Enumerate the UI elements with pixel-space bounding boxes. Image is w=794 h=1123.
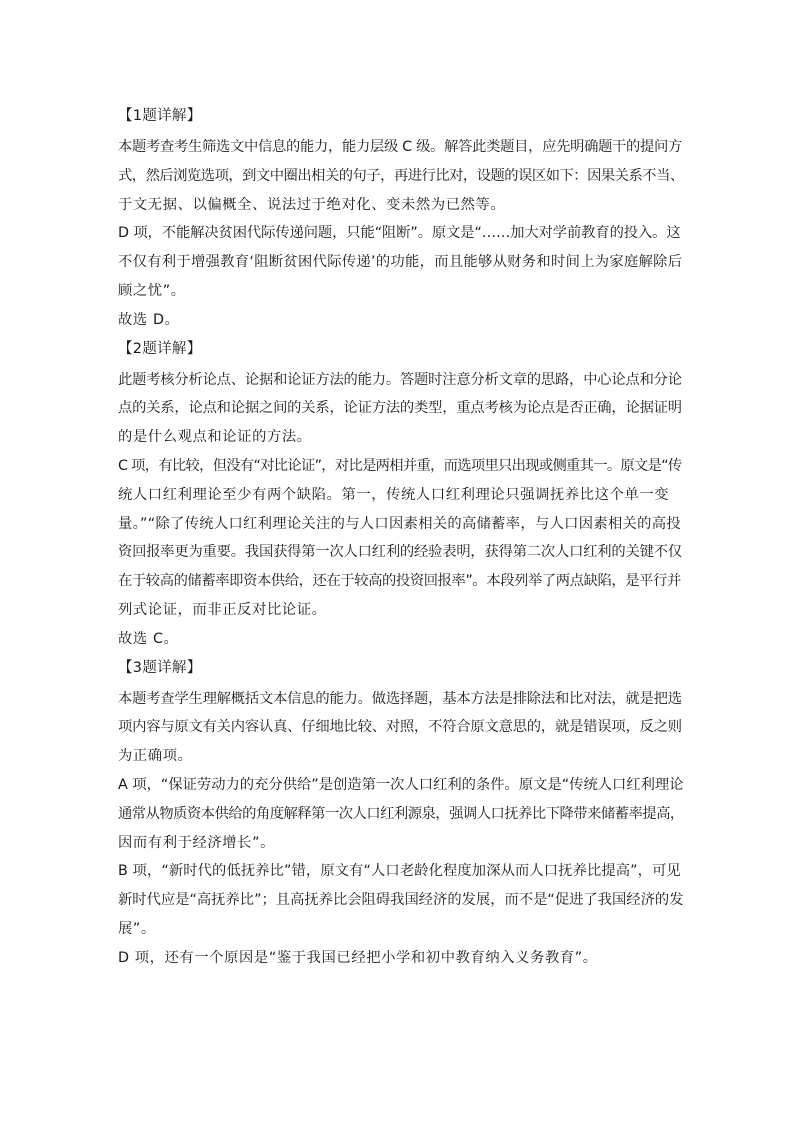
text-line: 统人口红利理论至少有两个缺陷。第一，传统人口红利理论只强调抚养比这个单一变 — [118, 486, 670, 503]
text-line: 展”。 — [118, 920, 156, 937]
text-line: D 项，还有一个原因是“鉴于我国已经把小学和初中教育纳入义务教育”。 — [118, 949, 598, 966]
text-line: 新时代应是“高抚养比”；且高抚养比会阻碍我国经济的发展，而不是“促进了我国经济的发 — [118, 892, 684, 909]
paragraph — [118, 452, 684, 625]
text-line: C 项，有比较，但没有“对比论证”，对比是两相并重，而选项里只出现或侧重其一。原文是“传 — [118, 457, 682, 474]
text-line: 资回报率更为重要。我国获得第一次人口红利的经验表明，获得第二次人口红利的关键不仅 — [118, 544, 682, 561]
text-line: 为正确项。 — [118, 748, 193, 765]
text-line: 不仅有利于增强教育‘阻断贫困代际传递’的功能，而且能够从财务和时间上为家庭解除后 — [118, 254, 683, 271]
section-heading: 【1题详解】 — [118, 108, 202, 124]
section-heading: 【2题详解】 — [118, 340, 202, 357]
section-heading: 【3题详解】 — [118, 659, 202, 676]
paragraph — [118, 771, 684, 857]
text-line: 于文无据、以偏概全、说法过于绝对化、变未然为已然等。 — [118, 196, 506, 213]
text-line: 点的关系，论点和论据之间的关系，论证方法的类型，重点考核为论点是否正确，论据证明 — [118, 400, 682, 417]
text-line: 项内容与原文有关内容认真、仔细地比较、对照，不符合原文意思的，就是错误项，反之则 — [118, 719, 682, 736]
paragraph — [118, 944, 684, 973]
text-line: 因而有利于经济增长”。 — [118, 834, 275, 851]
section-q2 — [118, 335, 684, 654]
paragraph — [118, 857, 684, 943]
text-line: 通常从物质资本供给的角度解释第一次人口红利源泉，强调人口抚养比下降带来储蓄率提高， — [118, 805, 684, 822]
text-line: 量。”“除了传统人口红利理论关注的与人口因素相关的高储蓄率，与人口因素相关的高投 — [118, 515, 681, 532]
answer-line: 故选 D。 — [118, 311, 180, 328]
text-line: 本题考查考生筛选文中信息的能力，能力层级 C 级。解答此类题目，应先明确题干的提问方 — [118, 139, 683, 155]
text-line: 列式论证，而非正反对比论证。 — [118, 601, 327, 618]
paragraph — [118, 219, 684, 305]
paragraph — [118, 625, 684, 654]
text-line: 本题考查学生理解概括文本信息的能力。做选择题，基本方法是排除法和比对法，就是把选 — [118, 690, 682, 707]
text-line: 式，然后浏览选项，到文中圈出相关的句子，再进行比对，设题的误区如下：因果关系不当、 — [118, 167, 684, 184]
section-q1 — [118, 102, 684, 335]
section-q3 — [118, 654, 684, 973]
text-line: 的是什么观点和论证的方法。 — [118, 429, 312, 446]
paragraph — [118, 133, 684, 219]
answer-line: 故选 C。 — [118, 630, 179, 647]
text-line: B 项，“新时代的低抚养比”错，原文有“人口老龄化程度加深从而人口抚养比提高”，可见 — [118, 863, 681, 880]
text-line: 顾之忧”。 — [118, 282, 186, 299]
text-line: D 项，不能解决贫困代际传递问题，只能“阻断”。原文是“……加大对学前教育的投入。这 — [118, 225, 681, 242]
text-line: 此题考核分析论点、论据和论证方法的能力。答题时注意分析文章的思路，中心论点和分论 — [118, 371, 682, 388]
paragraph — [118, 685, 684, 771]
text-line: 在于较高的储蓄率即资本供给，还在于较高的投资回报率”。本段列举了两点缺陷，是平行并 — [118, 573, 681, 590]
text-line: A 项，“保证劳动力的充分供给”是创造第一次人口红利的条件。原文是“传统人口红利理论 — [118, 776, 684, 793]
paragraph — [118, 366, 684, 452]
paragraph — [118, 306, 684, 335]
